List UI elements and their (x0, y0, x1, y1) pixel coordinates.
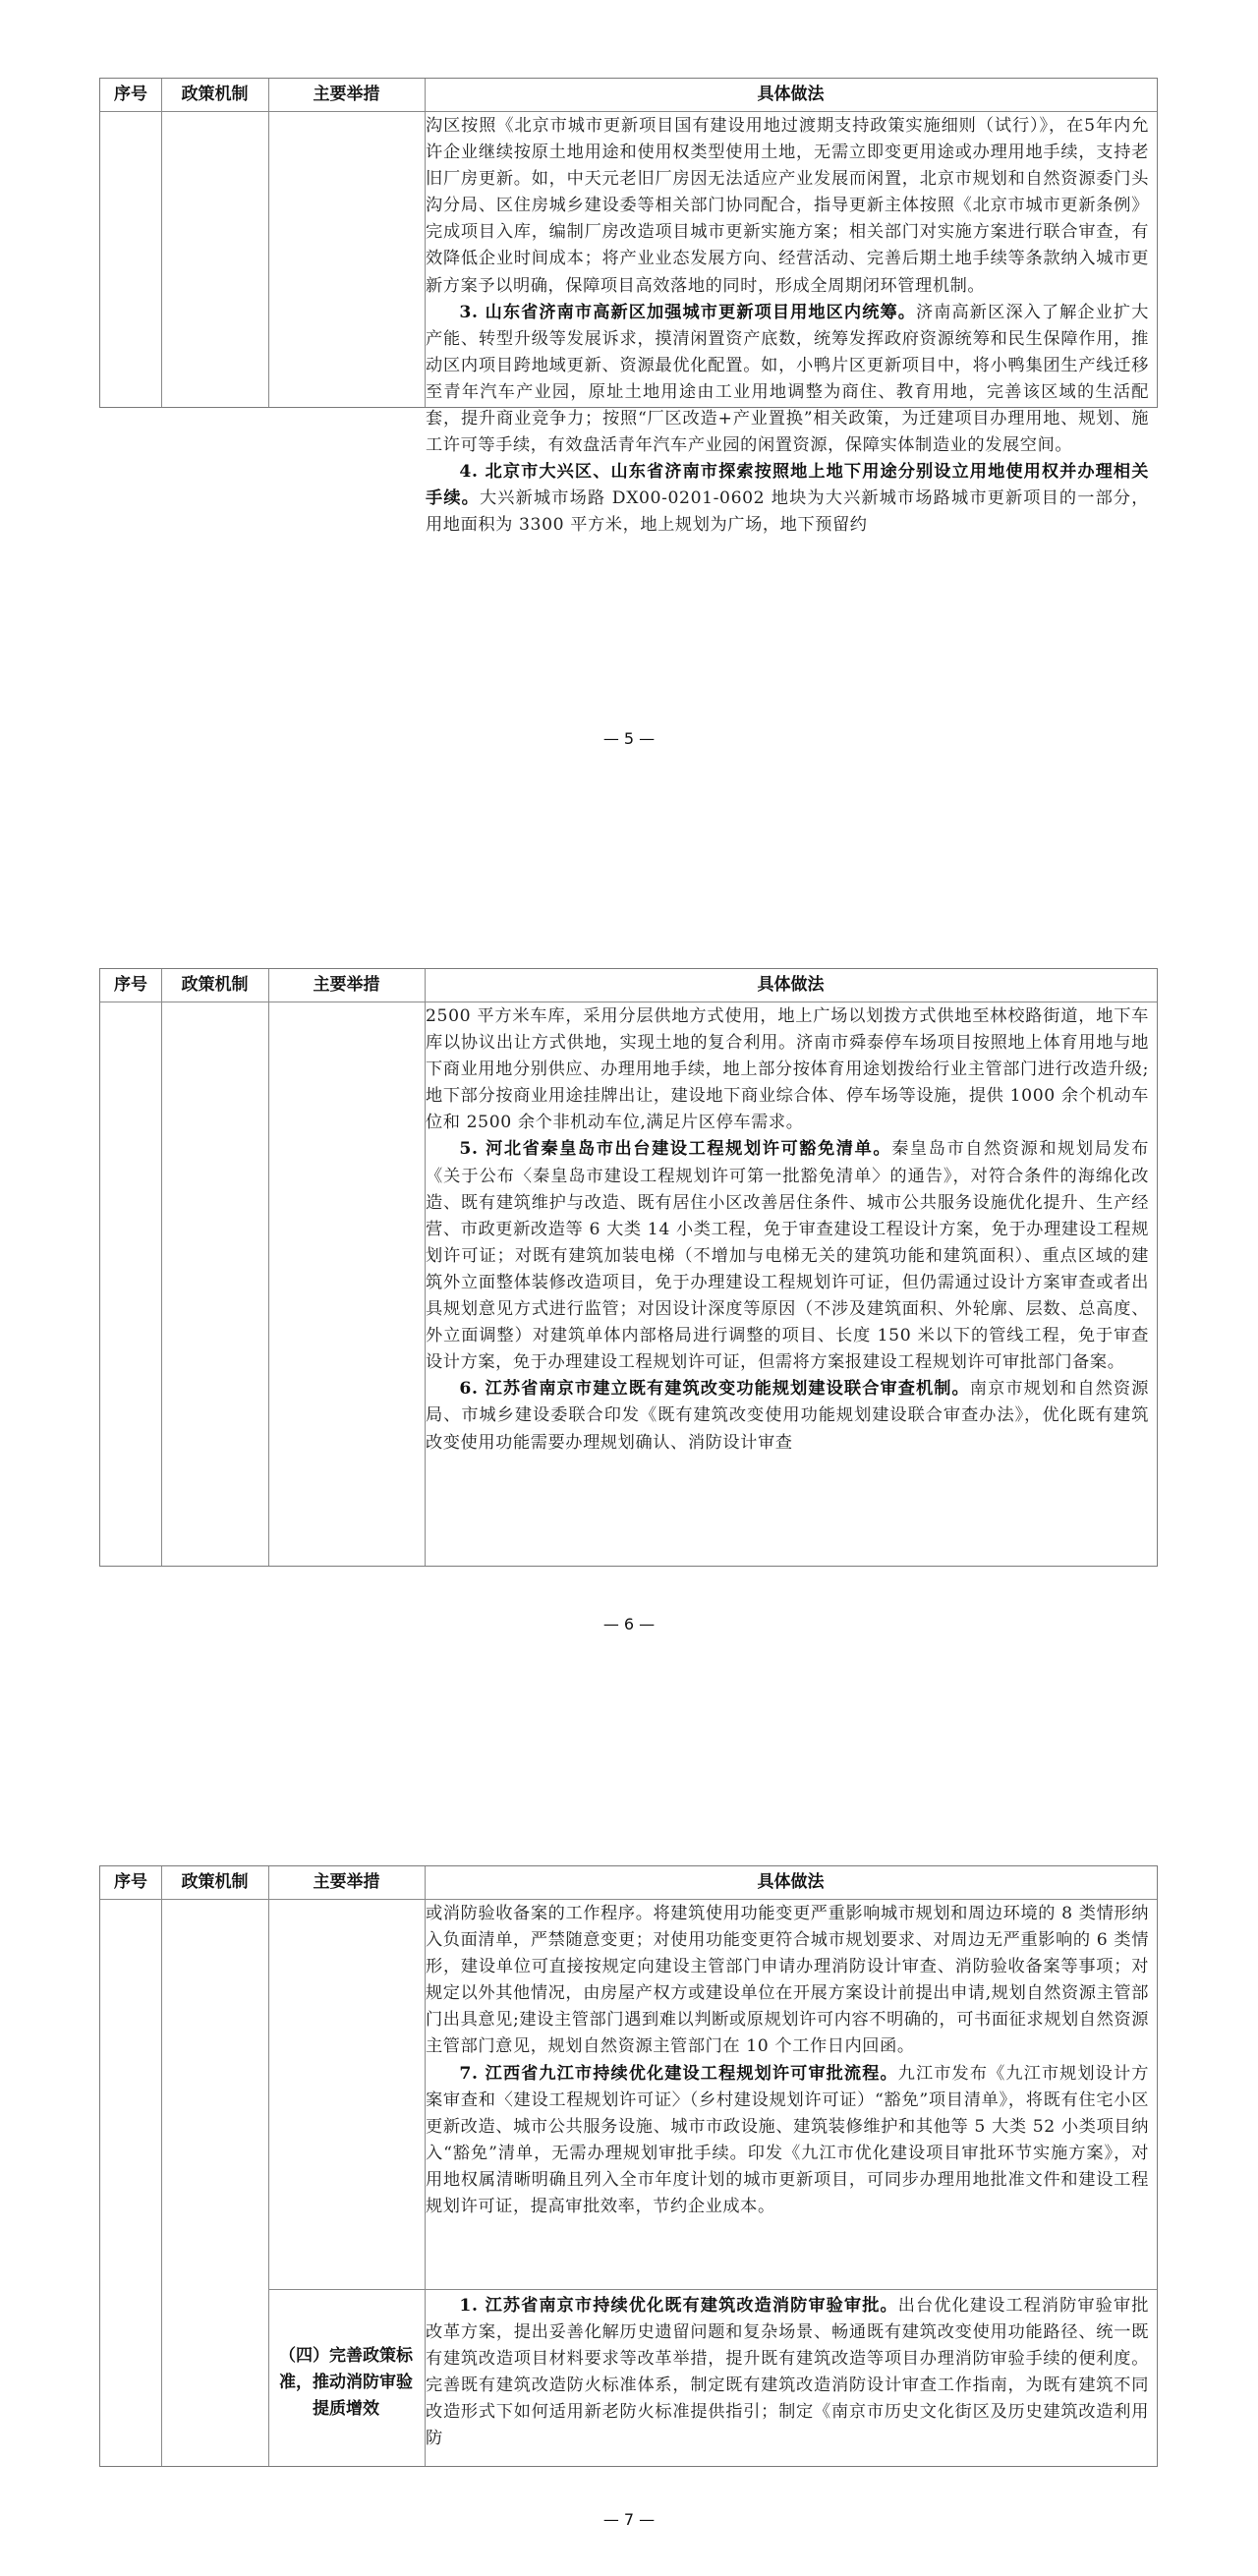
header-measure: 主要举措 (313, 85, 380, 104)
header-mechanism: 政策机制 (181, 85, 249, 104)
header-measure: 主要举措 (313, 975, 380, 995)
case-title: 5. 河北省秦皇岛市出台建设工程规划许可豁免清单。 (459, 1139, 892, 1160)
header-practice: 具体做法 (757, 85, 825, 104)
paragraph-case-3: 3. 山东省济南市高新区加强城市更新项目用地区内统筹。济南高新区深入了解企业扩大产能、转型升级等发展诉求，摸清闲置资产底数，统筹发挥政府资源统筹和民生保障作用，推动区内项目跨地域更新、资源最优化配置。如，小鸭片区更新项目中，将小鸭集团生产线迁移至青年汽车产业园，原址土地用途由工业用地调整为商住、教育用地，完善该区域的生活配套，提升商业竞争力；按照“厂区改造+产业置换”相关政策，为迁建项目办理用地、规划、施工许可等手续，有效盘活青年汽车产业园的闲置资源，保障实体制造业的发展空间。 (426, 302, 1149, 456)
paragraph: 2500 平方米车库，采用分层供地方式使用，地上广场以划拨方式供地至林校路街道，地下车库以协议出让方式供地，实现土地的复合利用。济南市舜泰停车场项目按照地上体育用地与地下商业用地分别供应、办理用地手续，地上部分按体育用途划拨给行业主管部门进行改造升级;地下部分按商业用途挂牌出让，建设地下商业综合体、停车场等设施，提供 1000 余个机动车位和 2500 余个非机动车位,满足片区停车需求。 (426, 1006, 1149, 1133)
header-practice: 具体做法 (757, 975, 825, 995)
paragraph-case-6: 6. 江苏省南京市建立既有建筑改变功能规划建设联合审查机制。南京市规划和自然资源局、市城乡建设委联合印发《既有建筑改变使用功能规划建设联合审查办法》，优化既有建筑改变使用功能需要办理规划确认、消防设计审查 (426, 1379, 1149, 1453)
practice-cell (426, 2293, 1149, 2453)
practice-cell (426, 1901, 1149, 2220)
header-mechanism: 政策机制 (181, 1872, 249, 1892)
page-number: — 5 — (602, 729, 656, 748)
policy-table (99, 1865, 1158, 2467)
page-number: — 6 — (602, 1615, 656, 1633)
header-no: 序号 (114, 975, 147, 995)
paragraph-case-5: 5. 河北省秦皇岛市出台建设工程规划许可豁免清单。秦皇岛市自然资源和规划局发布《关于公布〈秦皇岛市建设工程规划许可第一批豁免清单〉的通告》，对符合条件的海绵化改造、既有建筑维护与改造、既有居住小区改善居住条件、城市公共服务设施优化提升、生产经营、市政更新改造等 6 大类 14 小类工程，免于审查建设工程设计方案，免于办理建设工程规划许可证；对既有建筑加装电梯（不增加与电梯无关的建筑功能和建筑面积）、重点区域的建筑外立面整体装修改造项目，免于办理建设工程规划许可证，但仍需通过设计方案审查或者出具规划意见方式进行监管；对因设计深度等原因（不涉及建筑面积、外轮廓、层数、总高度、外立面调整）对建筑单体内部格局进行调整的项目、长度 150 米以下的管线工程，免于审查设计方案，免于办理建设工程规划许可证，但需将方案报建设工程规划许可审批部门备案。 (426, 1139, 1149, 1373)
header-no: 序号 (114, 1872, 147, 1892)
header-mechanism: 政策机制 (181, 975, 249, 995)
case-title: 3. 山东省济南市高新区加强城市更新项目用地区内统筹。 (459, 302, 916, 322)
table-header (100, 1866, 1157, 1900)
column-divider (161, 1866, 162, 2466)
header-measure: 主要举措 (313, 1872, 380, 1892)
paragraph-case-7: 7. 江西省九江市持续优化建设工程规划许可审批流程。九江市发布《九江市规划设计方案审查和〈建设工程规划许可证〉（乡村建设规划许可证）“豁免”项目清单》，将既有住宅小区更新改造、城市公共服务设施、城市市政设施、建筑装修维护和其他等 5 大类 52 小类项目纳入“豁免”清单，无需办理规划审批手续。印发《九江市优化建设项目审批环节实施方案》，对用地权属清晰明确且列入全市年度计划的城市更新项目，可同步办理用地批准文件和建设工程规划许可证，提高审批效率，节约企业成本。 (426, 2063, 1150, 2217)
row-divider (268, 2289, 1157, 2290)
case-title: 4. 北京市大兴区、山东省济南市探索按照地上地下用途分别设立用地使用权并办理相关手续。 (426, 462, 1149, 509)
page-number: — 7 — (602, 2510, 656, 2529)
case-title: 1. 江苏省南京市持续优化既有建筑改造消防审验审批。 (459, 2296, 898, 2316)
measure-cell: （四）完善政策标准，推动消防审验提质增效 (279, 2346, 413, 2419)
case-title: 6. 江苏省南京市建立既有建筑改变功能规划建设联合审查机制。 (459, 1379, 970, 1400)
header-no: 序号 (114, 85, 147, 104)
paragraph: 或消防验收备案的工作程序。将建筑使用功能变更严重影响城市规划和周边环境的 8 类情形纳入负面清单，严禁随意变更；对使用功能变更符合城市规划要求、对周边无严重影响的 6 类情形，建设单位可直接按规定向建设主管部门申请办理消防设计审查、消防验收备案等事项；对规定以外其他情况，由房屋产权方或建设单位在开展方案设计前提出申请,规划自然资源主管部门出具意见;建设主管部门遇到难以判断或原规划许可内容不明确的，可书面征求规划自然资源主管部门意见，规划自然资源主管部门在 10 个工作日内回函。 (426, 1904, 1149, 2057)
case-title: 7. 江西省九江市持续优化建设工程规划许可审批流程。 (459, 2063, 898, 2084)
paragraph-case-4: 4. 北京市大兴区、山东省济南市探索按照地上地下用途分别设立用地使用权并办理相关手续。大兴新城市场路 DX00-0201-0602 地块为大兴新城市场路城市更新项目的一部分，用地面积为 3300 平方米，地上规划为广场，地下预留约 (426, 462, 1149, 536)
paragraph: 沟区按照《北京市城市更新项目国有建设用地过渡期支持政策实施细则（试行）》，在5年内允许企业继续按原土地用途和使用权类型使用土地，无需立即变更用途或办理用地手续，支持老旧厂房更新。如，中天元老旧厂房因无法适应产业发展而闲置，北京市规划和自然资源委门头沟分局、区住房城乡建设委等相关部门协同配合，指导更新主体按照《北京市城市更新条例》完成项目入库，编制厂房改造项目城市更新实施方案；相关部门对实施方案进行联合审查，有效降低企业时间成本；将产业业态发展方向、经营活动、完善后期土地手续等条款纳入城市更新方案予以明确，保障项目高效落地的同时，形成全周期闭环管理机制。 (426, 116, 1149, 296)
paragraph-fire-case-1: 1. 江苏省南京市持续优化既有建筑改造消防审验审批。出台优化建设工程消防审验审批改革方案，提出妥善化解历史遗留问题和复杂场景、畅通既有建筑改变使用功能路径、统一既有建筑改造项目材料要求等改革举措，提升既有建筑改造等项目办理消防审验手续的便利度。完善既有建筑改造防火标准体系，制定既有建筑改造消防设计审查工作指南，为既有建筑不同改造形式下如何适用新老防火标准提供指引；制定《南京市历史文化街区及历史建筑改造利用防 (426, 2296, 1150, 2449)
header-practice: 具体做法 (757, 1872, 825, 1892)
